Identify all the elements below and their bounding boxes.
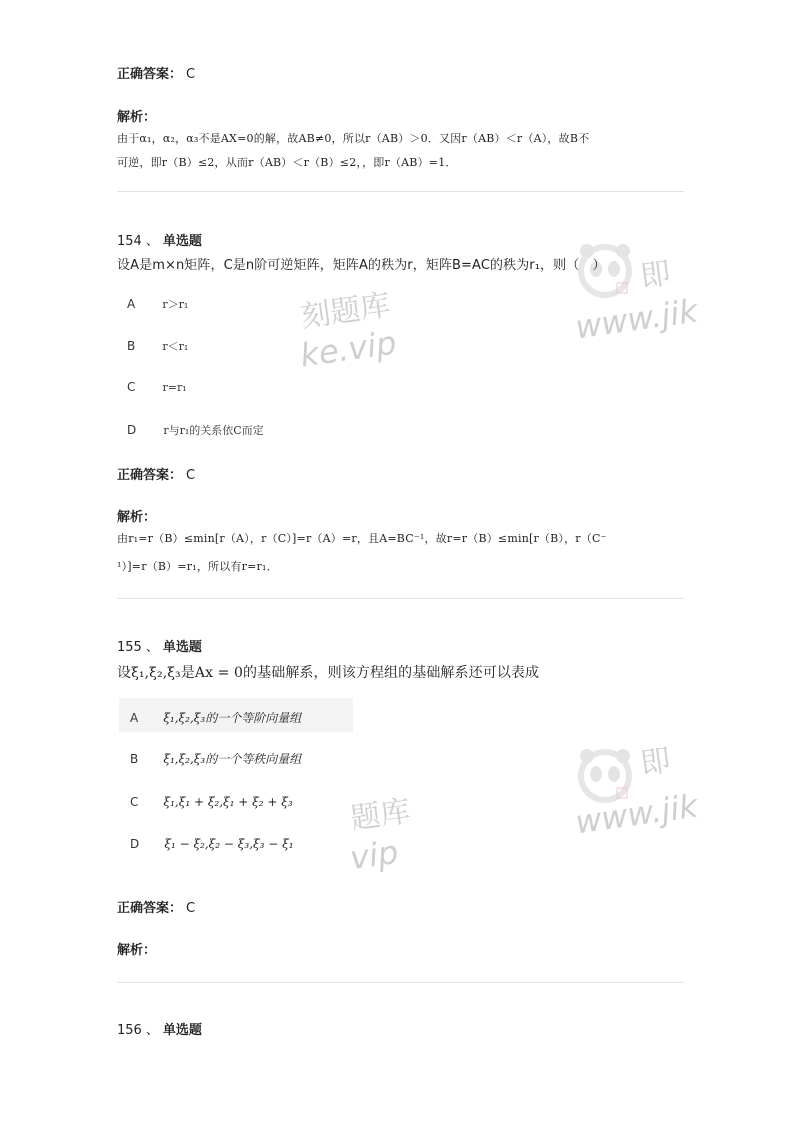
option-text: ξ₁ − ξ₂,ξ₂ − ξ₃,ξ₃ − ξ₁ — [164, 837, 294, 851]
question-separator: 、 — [145, 640, 159, 655]
option-text: r与r₁的关系依C而定 — [163, 424, 264, 437]
question-number: 156 — [117, 1023, 142, 1038]
answer-row — [117, 897, 195, 916]
option-d[interactable] — [130, 833, 294, 852]
question-separator: 、 — [145, 1023, 159, 1038]
option-letter: B — [127, 339, 136, 353]
answer-row — [117, 63, 195, 82]
question-separator: 、 — [145, 234, 159, 249]
divider — [117, 598, 684, 599]
question-header — [117, 636, 202, 655]
watermark-text: 刻题库 — [298, 287, 393, 336]
option-letter: D — [130, 837, 140, 851]
question-stem: 设ξ₁,ξ₂,ξ₃是Ax = 0的基础解系，则该方程组的基础解系还可以表成 — [117, 665, 540, 681]
panda-logo-icon — [575, 742, 635, 806]
analysis-text-line: ¹）]=r（B）=r₁，所以有r=r₁． — [117, 560, 278, 573]
question-header — [117, 230, 202, 249]
option-a[interactable] — [127, 293, 188, 312]
watermark-url: www.jik — [572, 786, 700, 842]
answer-value: C — [186, 468, 196, 483]
watermark-url: www.jik — [572, 291, 700, 347]
option-d[interactable] — [127, 419, 264, 438]
option-c[interactable] — [127, 376, 187, 395]
question-stem: 设A是m×n矩阵，C是n阶可逆矩阵，矩阵A的秩为r，矩阵B=AC的秩为r₁，则（ ） — [117, 258, 606, 273]
option-letter: B — [130, 752, 139, 766]
answer-value: C — [186, 67, 196, 82]
option-b[interactable] — [127, 335, 188, 354]
answer-value: C — [186, 901, 196, 916]
option-a[interactable] — [130, 707, 301, 726]
option-text: ξ₁,ξ₁ + ξ₂,ξ₁ + ξ₂ + ξ₃ — [163, 795, 293, 809]
question-type: 单选题 — [162, 234, 202, 249]
analysis-label: 解析： — [117, 110, 157, 125]
watermark-text: 即 — [638, 743, 673, 782]
question-type: 单选题 — [162, 640, 202, 655]
option-letter: A — [130, 711, 139, 725]
answer-row — [117, 464, 195, 483]
option-text: r＞r₁ — [162, 298, 189, 311]
analysis-label: 解析： — [117, 943, 157, 958]
question-type: 单选题 — [162, 1023, 202, 1038]
answer-label: 正确答案： — [117, 901, 183, 916]
option-c[interactable] — [130, 791, 293, 810]
option-text: r＜r₁ — [162, 340, 189, 353]
watermark-text: 题库 — [348, 793, 413, 837]
divider — [117, 982, 684, 983]
watermark-url: vip — [347, 832, 401, 878]
option-text: r=r₁ — [162, 381, 187, 394]
option-letter: C — [127, 380, 136, 394]
watermark-url: ke.vip — [297, 323, 399, 375]
answer-label: 正确答案： — [117, 67, 183, 82]
analysis-text-line: 由r₁=r（B）≤min[r（A），r（C）]=r（A）=r，且A=BC⁻¹，故r=r（B）≤min[r（B），r（C⁻ — [117, 532, 607, 545]
analysis-text-line: 可逆，即r（B）≤2，从而r（AB）＜r（B）≤2，，即r（AB）=1． — [117, 156, 457, 169]
option-text: ξ₁,ξ₂,ξ₃的一个等秩向量组 — [163, 752, 302, 766]
divider — [117, 191, 684, 192]
option-letter: C — [130, 795, 139, 809]
option-letter: D — [127, 423, 137, 437]
option-letter: A — [127, 297, 136, 311]
option-b[interactable] — [130, 748, 301, 767]
answer-label: 正确答案： — [117, 468, 183, 483]
option-text: ξ₁,ξ₂,ξ₃的一个等阶向量组 — [163, 711, 302, 725]
question-header — [117, 1019, 202, 1038]
analysis-text-line: 由于α₁，α₂，α₃不是AX=0的解，故AB≠0，所以r（AB）＞0．又因r（AB）＜r（A），故B不 — [117, 132, 590, 145]
question-number: 155 — [117, 640, 142, 655]
question-number: 154 — [117, 234, 142, 249]
analysis-label: 解析： — [117, 510, 157, 525]
watermark-text: 即 — [638, 256, 673, 295]
